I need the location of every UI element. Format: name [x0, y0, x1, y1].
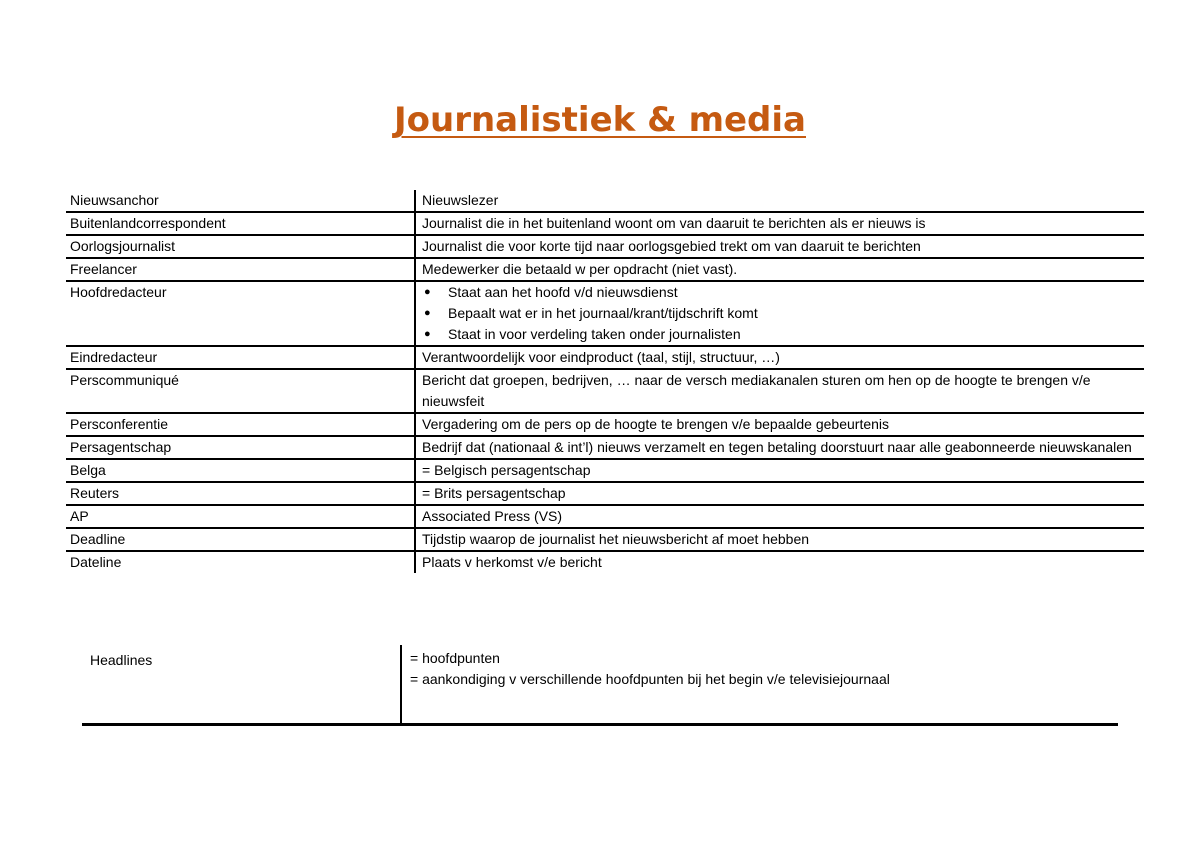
list-item: ● Bepaalt wat er in het journaal/krant/tijdschrift komt: [442, 303, 1144, 324]
table-row: [66, 505, 1144, 528]
column-divider: [400, 645, 402, 723]
term-cell: Reuters: [66, 482, 415, 505]
page-title: Journalistiek & media: [393, 100, 806, 140]
definition-cell: Bericht dat groepen, bedrijven, … naar de versch mediakanalen sturen om hen op de hoogte te brengen v/e nieuwsfeit: [415, 369, 1144, 413]
term-cell: Freelancer: [66, 258, 415, 281]
table-row: [66, 258, 1144, 281]
definition-cell: Vergadering om de pers op de hoogte te brengen v/e bepaalde gebeurtenis: [415, 413, 1144, 436]
term-cell: Belga: [66, 459, 415, 482]
headlines-table: [82, 645, 1118, 726]
term-cell: Persconferentie: [66, 413, 415, 436]
definition-cell: = Brits persagentschap: [415, 482, 1144, 505]
list-item: ● Staat in voor verdeling taken onder journalisten: [442, 324, 1144, 345]
definition-cell: Bedrijf dat (nationaal & int’l) nieuws verzamelt en tegen betaling doorstuurt naar alle geabonneerde nieuwskanalen: [415, 436, 1144, 459]
headlines-definition: [410, 648, 890, 690]
term-cell: Oorlogsjournalist: [66, 235, 415, 258]
definition-cell: Verantwoordelijk voor eindproduct (taal, stijl, structuur, …): [415, 346, 1144, 369]
table-row: [66, 190, 1144, 212]
table-row: [66, 369, 1144, 413]
table-row: [66, 436, 1144, 459]
table-row: [66, 413, 1144, 436]
table-row: [66, 528, 1144, 551]
table-row: [66, 459, 1144, 482]
table-row: [66, 235, 1144, 258]
definition-cell: [415, 281, 1144, 346]
term-cell: Dateline: [70, 554, 122, 570]
bullet-list: [422, 282, 1144, 345]
table-row: [66, 346, 1144, 369]
term-cell: Eindredacteur: [66, 346, 415, 369]
table-row: [66, 212, 1144, 235]
definition-cell: Journalist die voor korte tijd naar oorlogsgebied trekt om van daaruit te berichten: [415, 235, 1144, 258]
term-cell: Perscommuniqué: [66, 369, 415, 413]
headlines-term: Headlines: [90, 652, 153, 668]
table-row: [66, 281, 1144, 346]
definition-cell: Plaats v herkomst v/e bericht: [415, 551, 1144, 573]
definition-line: = hoofdpunten: [410, 650, 500, 666]
definition-line: = aankondiging v verschillende hoofdpunten bij het begin v/e televisiejournaal: [410, 671, 890, 687]
definition-cell: Associated Press (VS): [415, 505, 1144, 528]
term-cell: AP: [66, 505, 415, 528]
term-cell: Hoofdredacteur: [66, 281, 415, 346]
term-cell: Deadline: [66, 528, 415, 551]
definition-cell: Journalist die in het buitenland woont om van daaruit te berichten als er nieuws is: [415, 212, 1144, 235]
term-cell: Nieuwsanchor: [66, 190, 415, 212]
definition-cell: Tijdstip waarop de journalist het nieuwsbericht af moet hebben: [415, 528, 1144, 551]
definition-cell: Medewerker die betaald w per opdracht (niet vast).: [415, 258, 1144, 281]
table-row: [66, 551, 1144, 573]
term-cell: Buitenlandcorrespondent: [66, 212, 415, 235]
definition-cell: Nieuwslezer: [415, 190, 1144, 212]
table-row: [66, 482, 1144, 505]
term-cell: Persagentschap: [66, 436, 415, 459]
definition-cell: = Belgisch persagentschap: [415, 459, 1144, 482]
list-item: ● Staat aan het hoofd v/d nieuwsdienst: [442, 282, 1144, 303]
terms-table: [66, 190, 1144, 573]
